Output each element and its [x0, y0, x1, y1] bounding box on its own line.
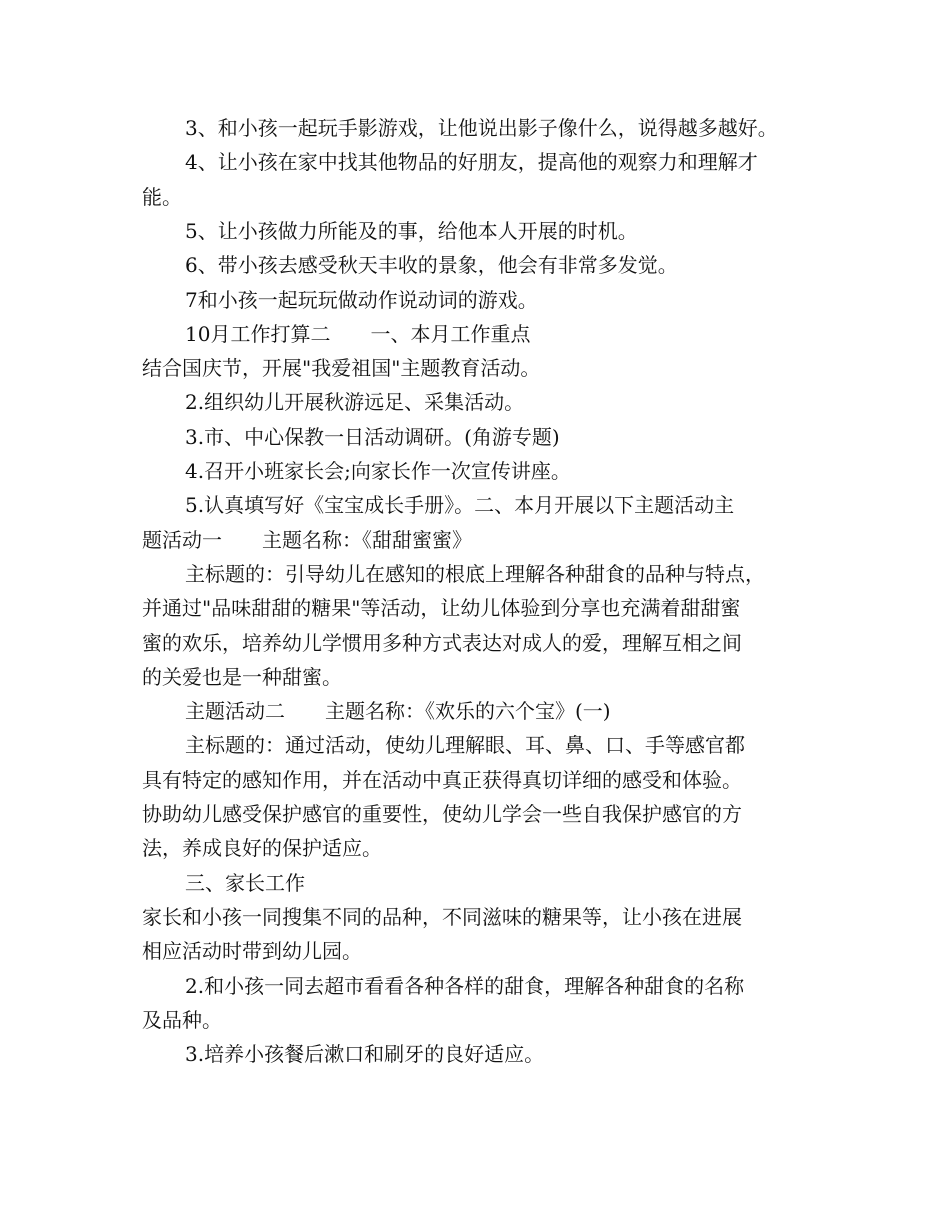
text-line: 主标题的：引导幼儿在感知的根底上理解各种甜食的品种与特点， — [185, 561, 765, 586]
text-line: 能。 — [142, 184, 182, 209]
text-line: 3、和小孩一起玩手影游戏，让他说出影子像什么，说得越多越好。 — [185, 116, 778, 140]
text-line: 家长和小孩一同搜集不同的品种，不同滋味的糖果等，让小孩在进展 — [142, 904, 742, 929]
text-line: 蜜的欢乐，培养幼儿学惯用多种方式表达对成人的爱，理解互相之间 — [142, 630, 742, 655]
text-line: 7和小孩一起玩玩做动作说动词的游戏。 — [185, 287, 538, 312]
text-line: 三、家长工作 — [185, 870, 305, 895]
text-line: 协助幼儿感受保护感官的重要性，使幼儿学会一些自我保护感官的方 — [142, 802, 742, 826]
text-line: 3.市、中心保教一日活动调研。(角游专题) — [185, 424, 560, 449]
text-line: 主题活动二 主题名称：《欢乐的六个宝》(一) — [185, 699, 611, 724]
text-line: 6、带小孩去感受秋天丰收的景象，他会有非常多发觉。 — [185, 253, 678, 278]
text-line: 相应活动时带到幼儿园。 — [142, 939, 362, 964]
text-line: 具有特定的感知作用，并在活动中真正获得真切详细的感受和体验。 — [142, 767, 742, 792]
text-line: 并通过"品味甜甜的糖果"等活动，让幼儿体验到分享也充满着甜甜蜜 — [142, 596, 741, 621]
text-line: 结合国庆节，开展"我爱祖国"主题教育活动。 — [142, 356, 541, 381]
text-line: 2.和小孩一同去超市看看各种各样的甜食，理解各种甜食的名称 — [185, 973, 745, 998]
text-line: 主标题的：通过活动，使幼儿理解眼、耳、鼻、口、手等感官都 — [185, 733, 745, 758]
text-line: 的关爱也是一种甜蜜。 — [142, 664, 342, 689]
text-line: 及品种。 — [142, 1007, 222, 1032]
text-line: 3.培养小孩餐后漱口和刷牙的良好适应。 — [185, 1042, 545, 1067]
text-line: 法，养成良好的保护适应。 — [142, 836, 382, 861]
text-line: 题活动一 主题名称：《甜甜蜜蜜》 — [142, 527, 472, 552]
text-line: 4、让小孩在家中找其他物品的好朋友，提高他的观察力和理解才 — [185, 150, 758, 175]
text-line: 5、让小孩做力所能及的事，给他本人开展的时机。 — [185, 218, 638, 243]
text-line: 10月工作打算二 一、本月工作重点 — [185, 321, 531, 346]
text-line: 2.组织幼儿开展秋游远足、采集活动。 — [185, 390, 525, 415]
text-line: 5.认真填写好《宝宝成长手册》。二、本月开展以下主题活动主 — [185, 493, 735, 518]
text-line: 4.召开小班家长会;向家长作一次宣传讲座。 — [185, 459, 571, 483]
